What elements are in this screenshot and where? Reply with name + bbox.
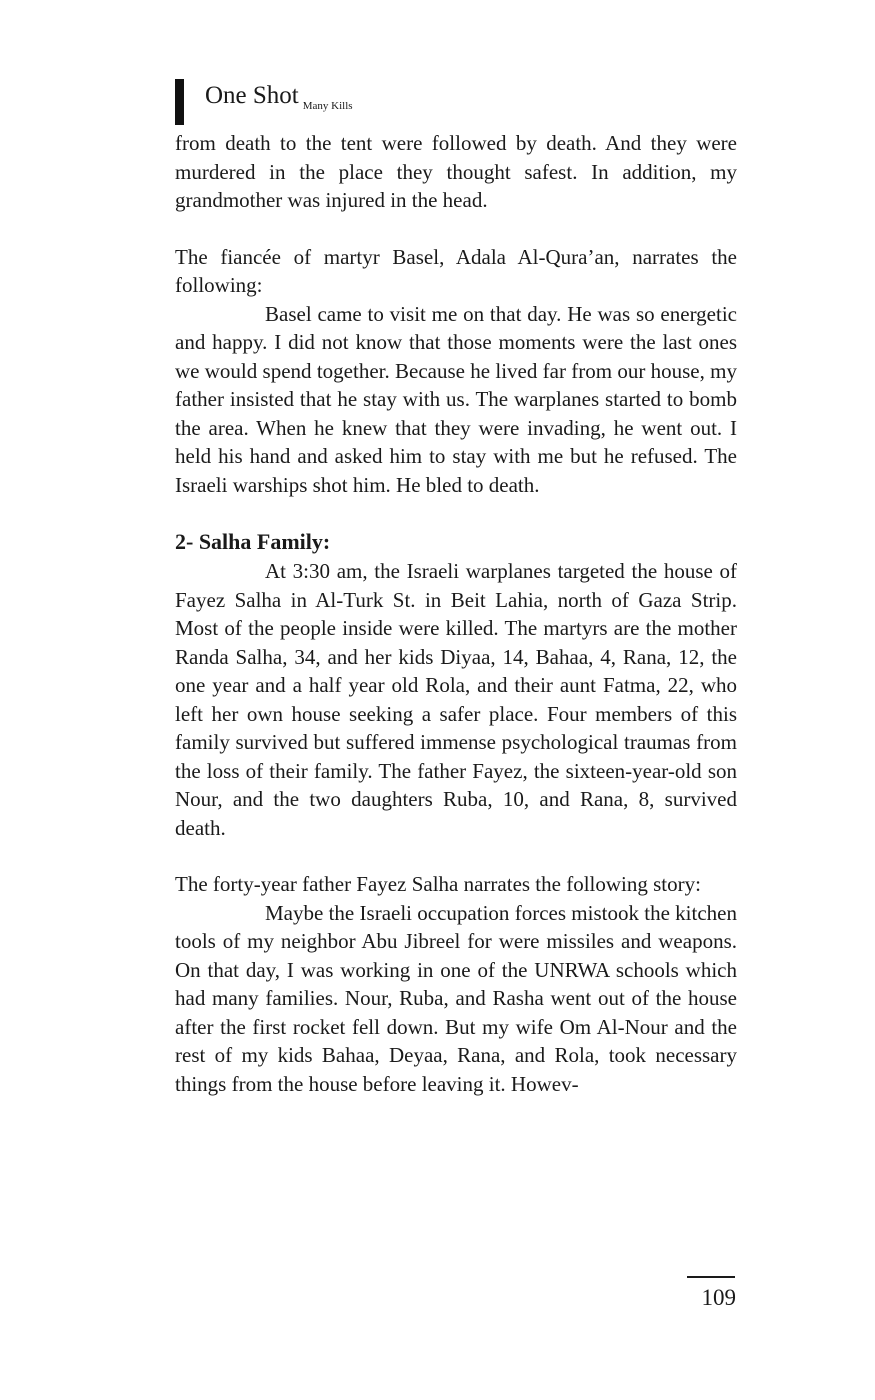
header-title-group — [205, 81, 353, 115]
book-title: One Shot — [205, 82, 299, 109]
paragraph-gap — [175, 842, 737, 870]
section-heading: 2- Salha Family: — [175, 529, 331, 554]
page-number: 109 — [701, 1285, 736, 1310]
paragraph-section-body: At 3:30 am, the Israeli warplanes targeted the house of Fayez Salha in Al-Turk St. in Beit Lahia, north of Gaza Strip. Most of the people inside were killed. The martyrs are the mother Randa Salha, 34, and her kids Diyaa, 14, Bahaa, 4, Rana, 12, the one year and a half year old Rola, and their aunt Fatma, 22, who left her own house seeking a safer place. Four members of this family survived but suffered immense psychological traumas from the loss of their family. The father Fayez, the sixteen-year-old son Nour, and the two daughters Ruba, 10, and Rana, 8, survived death. — [175, 559, 737, 840]
paragraph-continuation: from death to the tent were followed by death. And they were murdered in the place they thought safest. In addition, my grandmother was injured in the head. — [175, 131, 737, 212]
header-bar — [175, 79, 184, 125]
paragraph-narrator-intro: The fiancée of martyr Basel, Adala Al-Qura’an, narrates the following: — [175, 244, 737, 297]
paragraph-gap — [175, 215, 737, 243]
page-number-rule — [687, 1276, 735, 1278]
paragraph-testimony: Basel came to visit me on that day. He was so energetic and happy. I did not know that those moments were the last ones we would spend together. Because he lived far from our house, my father insisted that he stay with us. The warplanes started to bomb the area. When he knew that they were invading, he went out. I held his hand and asked him to stay with me but he refused. The Israeli warships shot him. He bled to death. — [175, 301, 737, 497]
book-subtitle: Many Kills — [302, 100, 353, 112]
running-header — [175, 75, 737, 129]
book-page — [175, 75, 737, 1098]
paragraph-gap — [175, 499, 737, 527]
paragraph-narrator-intro: The forty-year father Fayez Salha narrates the following story: — [175, 872, 701, 896]
paragraph-testimony: Maybe the Israeli occupation forces mistook the kitchen tools of my neighbor Abu Jibreel for were missiles and weapons. On that day, I was working in one of the UNRWA schools which had many families. Nour, Ruba, and Rasha went out of the house after the first rocket fell down. But my wife Om Al-Nour and the rest of my kids Bahaa, Deyaa, Rana, and Rola, took necessary things from the house before leaving it. Howev- — [175, 900, 737, 1096]
